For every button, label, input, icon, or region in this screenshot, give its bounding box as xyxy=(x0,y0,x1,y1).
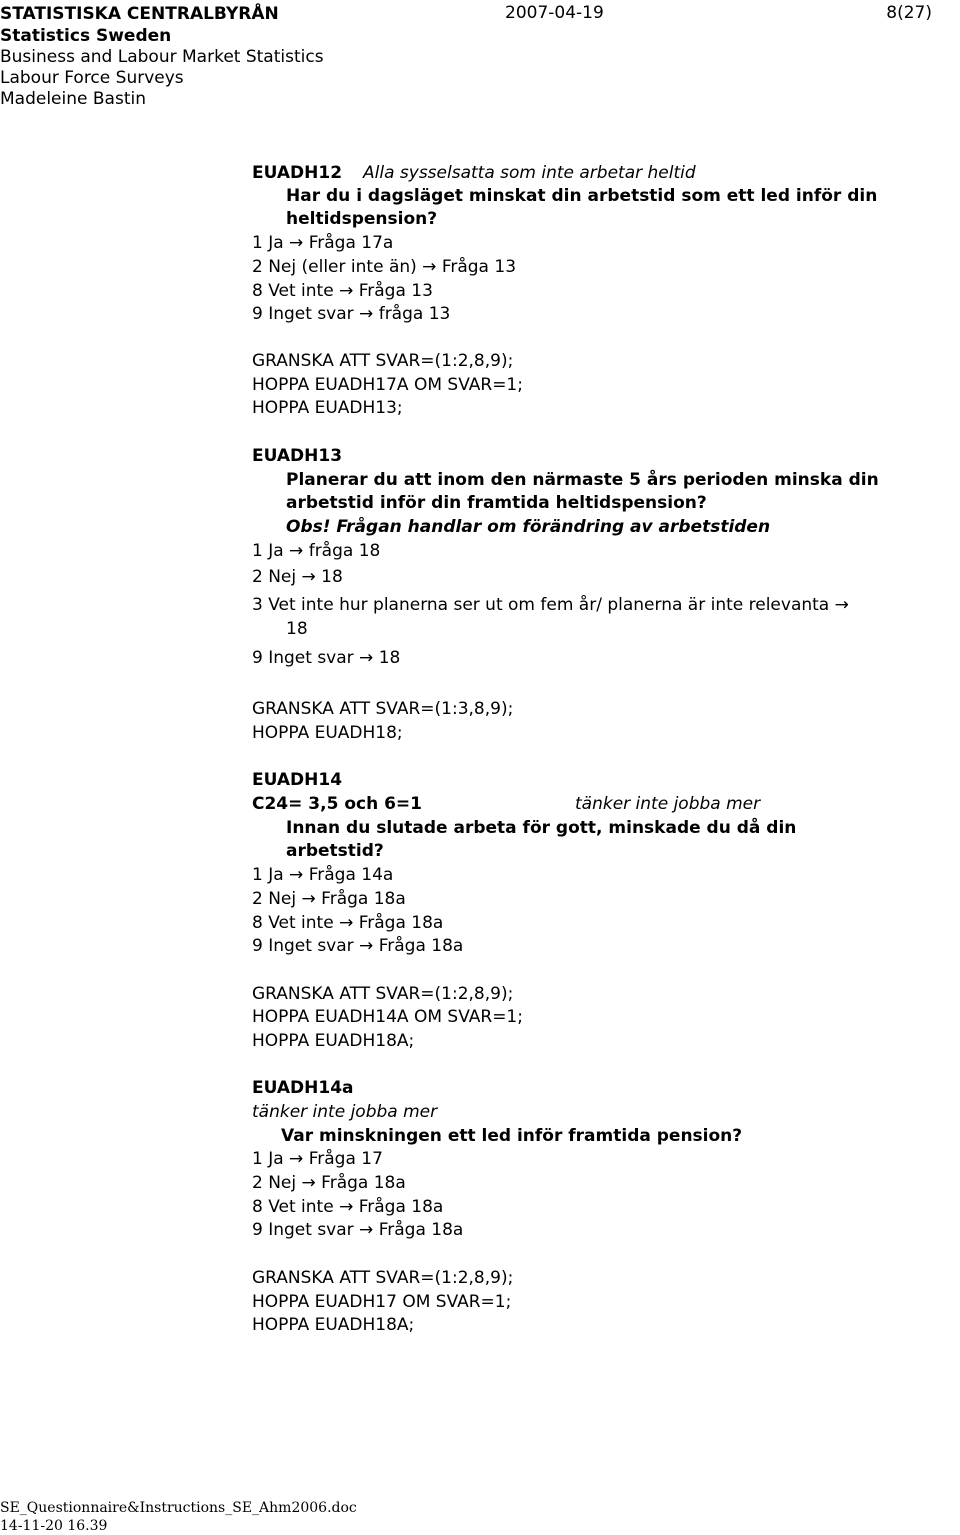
q14-question-line1: Innan du slutade arbeta för gott, minskade du då din xyxy=(286,818,797,838)
q14-option-8: 8 Vet inte → Fråga 18a xyxy=(252,913,444,933)
header-date: 2007-04-19 xyxy=(505,3,604,23)
q13-option-1: 1 Ja → fråga 18 xyxy=(252,541,381,561)
q12-check: GRANSKA ATT SVAR=(1:2,8,9); xyxy=(252,351,514,371)
q14a-skip-1: HOPPA EUADH17 OM SVAR=1; xyxy=(252,1292,512,1312)
q13-note-text: Frågan handlar om förändring av arbetstiden xyxy=(330,517,771,537)
q12-option-1: 1 Ja → Fråga 17a xyxy=(252,233,394,253)
q14-question-line2: arbetstid? xyxy=(286,841,384,861)
q13-question-line2: arbetstid inför din framtida heltidspension? xyxy=(286,493,707,513)
header-org: STATISTISKA CENTRALBYRÅN xyxy=(0,4,279,24)
q14a-question: Var minskningen ett led inför framtida pension? xyxy=(281,1126,743,1146)
q13-option-3-line2: 18 xyxy=(286,619,308,639)
q13-skip-1: HOPPA EUADH18; xyxy=(252,723,403,743)
q12-question-line2: heltidspension? xyxy=(286,209,438,229)
q14-skip-2: HOPPA EUADH18A; xyxy=(252,1031,415,1051)
q14a-check: GRANSKA ATT SVAR=(1:2,8,9); xyxy=(252,1268,514,1288)
q12-skip-2: HOPPA EUADH13; xyxy=(252,398,403,418)
q13-option-9: 9 Inget svar → 18 xyxy=(252,648,401,668)
q12-skip-1: HOPPA EUADH17A OM SVAR=1; xyxy=(252,375,523,395)
q12-option-2: 2 Nej (eller inte än) → Fråga 13 xyxy=(252,257,517,277)
header-org-en: Statistics Sweden xyxy=(0,26,172,46)
header-author: Madeleine Bastin xyxy=(0,89,146,109)
q12-option-9: 9 Inget svar → fråga 13 xyxy=(252,304,451,324)
q14a-code: EUADH14a xyxy=(252,1078,354,1098)
header-unit: Labour Force Surveys xyxy=(0,68,184,88)
q13-question-line1: Planerar du att inom den närmaste 5 års perioden minska din xyxy=(286,470,879,490)
q14a-option-8: 8 Vet inte → Fråga 18a xyxy=(252,1197,444,1217)
footer-timestamp: 14-11-20 16.39 xyxy=(0,1518,108,1534)
q14a-option-1: 1 Ja → Fråga 17 xyxy=(252,1149,383,1169)
header-page-number: 8(27) xyxy=(886,3,932,23)
q14-code: EUADH14 xyxy=(252,770,343,790)
q13-code: EUADH13 xyxy=(252,446,343,466)
q13-note xyxy=(286,516,770,538)
q14-option-2: 2 Nej → Fråga 18a xyxy=(252,889,406,909)
q13-note-lead: Obs! xyxy=(286,517,331,537)
q14-skip-1: HOPPA EUADH14A OM SVAR=1; xyxy=(252,1007,523,1027)
q12-option-8: 8 Vet inte → Fråga 13 xyxy=(252,281,433,301)
q13-check: GRANSKA ATT SVAR=(1:3,8,9); xyxy=(252,699,514,719)
q14-condition: C24= 3,5 och 6=1 xyxy=(252,794,423,814)
q13-option-2: 2 Nej → 18 xyxy=(252,567,343,587)
q14a-filter: tänker inte jobba mer xyxy=(252,1102,438,1122)
header-department: Business and Labour Market Statistics xyxy=(0,47,324,67)
q14-filter: tänker inte jobba mer xyxy=(575,794,761,814)
q14-check: GRANSKA ATT SVAR=(1:2,8,9); xyxy=(252,984,514,1004)
q14-option-1: 1 Ja → Fråga 14a xyxy=(252,865,394,885)
q13-option-3-line1: 3 Vet inte hur planerna ser ut om fem år/ planerna är inte relevanta → xyxy=(252,595,849,615)
q14-option-9: 9 Inget svar → Fråga 18a xyxy=(252,936,464,956)
footer-filename: SE_Questionnaire&Instructions_SE_Ahm2006.doc xyxy=(0,1500,357,1516)
q14a-option-2: 2 Nej → Fråga 18a xyxy=(252,1173,406,1193)
q14a-option-9: 9 Inget svar → Fråga 18a xyxy=(252,1220,464,1240)
q12-question-line1: Har du i dagsläget minskat din arbetstid som ett led inför din xyxy=(286,186,878,206)
q14a-skip-2: HOPPA EUADH18A; xyxy=(252,1315,415,1335)
q12-code: EUADH12 xyxy=(252,163,343,183)
q12-filter: Alla sysselsatta som inte arbetar heltid xyxy=(363,163,696,183)
